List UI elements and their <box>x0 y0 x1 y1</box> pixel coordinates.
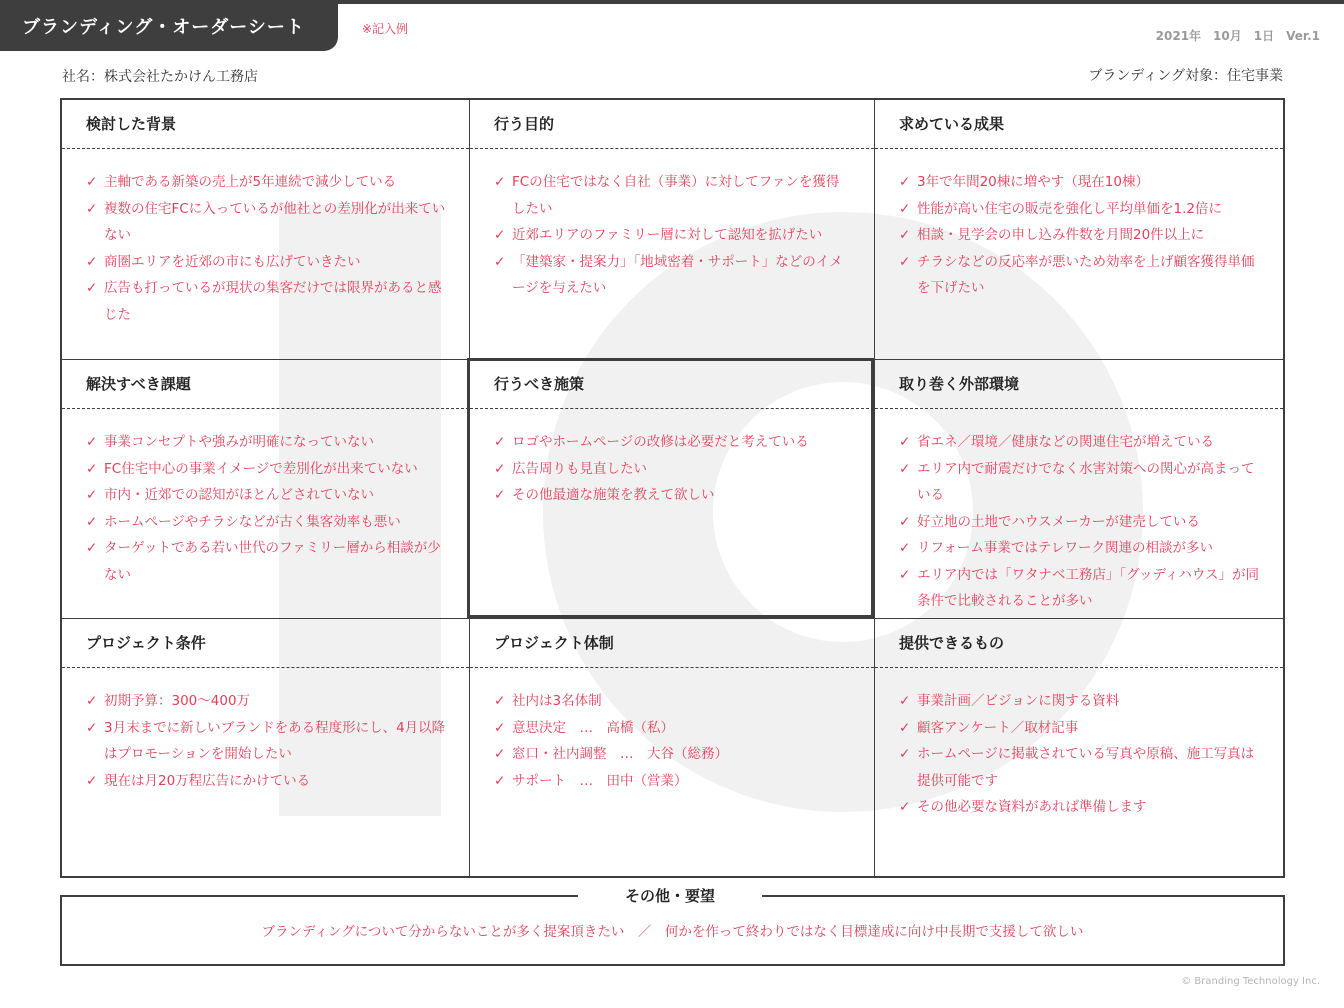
check-list-item <box>494 169 852 222</box>
check-list-item <box>899 429 1261 456</box>
check-list-text: 主軸である新築の売上が5年連続で減少している <box>104 174 397 190</box>
check-list-item <box>86 715 447 768</box>
check-list-text: サポート … 田中（営業） <box>512 772 688 789</box>
check-icon: ✓ <box>494 746 506 762</box>
check-icon: ✓ <box>899 540 911 556</box>
cell-title: プロジェクト条件 <box>62 619 469 668</box>
check-list-item <box>899 456 1261 509</box>
check-icon: ✓ <box>86 434 98 450</box>
check-icon: ✓ <box>899 227 911 243</box>
check-list-item <box>494 222 852 249</box>
check-list-text: エリア内で耐震だけでなく水害対策への関心が高まっている <box>917 460 1255 503</box>
check-list-text: ロゴやホームページの改修は必要だと考えている <box>512 434 809 450</box>
check-list-text: 事業コンセプトや強みが明確になっていない <box>104 434 374 450</box>
check-list <box>875 409 1283 615</box>
check-list-text: 窓口・社内調整 … 大谷（総務） <box>512 746 728 762</box>
check-icon: ✓ <box>899 174 911 190</box>
check-list-item <box>494 456 852 483</box>
check-list-text: FCの住宅ではなく自社（事業）に対してファンを獲得したい <box>512 174 840 217</box>
check-list-text: 広告も打っているが現状の集客だけでは限界があると感じた <box>104 280 442 323</box>
check-list-item <box>494 768 852 795</box>
cell-title: 提供できるもの <box>875 619 1283 668</box>
check-icon: ✓ <box>494 434 506 450</box>
check-list-item <box>899 794 1261 821</box>
check-list-text: エリア内では「ワタナベ工務店」「グッディハウス」が同条件で比較されることが多い <box>917 566 1259 609</box>
check-list-item <box>86 509 447 536</box>
check-icon: ✓ <box>494 487 506 503</box>
check-icon: ✓ <box>899 253 911 270</box>
check-icon: ✓ <box>899 746 911 762</box>
check-list-text: 近郊エリアのファミリー層に対して認知を拡げたい <box>512 227 823 243</box>
check-list-item <box>494 482 852 509</box>
check-list <box>62 668 469 794</box>
check-list-text: チラシなどの反応率が悪いため効率を上げ顧客獲得単価を下げたい <box>917 253 1255 296</box>
check-list-text: 「建築家・提案力」「地域密着・サポート」などのイメージを与えたい <box>512 253 843 296</box>
check-icon: ✓ <box>86 513 98 530</box>
check-list-item <box>494 249 852 302</box>
check-icon: ✓ <box>494 460 506 477</box>
cell-project-team <box>470 619 875 876</box>
check-icon: ✓ <box>86 280 98 296</box>
cell-title: 取り巻く外部環境 <box>875 360 1283 409</box>
check-list <box>62 149 469 328</box>
check-icon: ✓ <box>494 772 506 789</box>
check-list-text: 現在は月20万程広告にかけている <box>104 772 311 789</box>
cell-title: 行うべき施策 <box>470 360 874 409</box>
check-list-text: 複数の住宅FCに入っているが他社との差別化が出来ていない <box>104 200 446 243</box>
check-icon: ✓ <box>494 174 506 190</box>
check-list-item <box>899 169 1261 196</box>
check-list-item <box>899 715 1261 742</box>
check-list-text: その他最適な施策を教えて欲しい <box>512 487 715 503</box>
cell-title: プロジェクト体制 <box>470 619 874 668</box>
branding-target: ブランディング対象：住宅事業 <box>1088 68 1283 84</box>
check-list-item <box>899 741 1261 794</box>
cell-title: 解決すべき課題 <box>62 360 469 409</box>
check-list-text: その他必要な資料があれば準備します <box>917 799 1147 815</box>
cell-title: 求めている成果 <box>875 100 1283 149</box>
check-icon: ✓ <box>494 227 506 243</box>
cell-purpose <box>470 100 875 360</box>
example-note: ※記入例 <box>362 22 409 36</box>
check-list-text: 好立地の土地でハウスメーカーが建売している <box>917 513 1200 530</box>
check-list <box>470 668 874 794</box>
check-icon: ✓ <box>899 434 911 450</box>
check-icon: ✓ <box>899 513 911 530</box>
check-list <box>875 149 1283 302</box>
check-icon: ✓ <box>494 253 506 270</box>
check-list-text: ホームページやチラシなどが古く集客効率も悪い <box>104 513 401 530</box>
check-icon: ✓ <box>86 200 98 217</box>
check-list-item <box>86 169 447 196</box>
check-list-text: ホームページに掲載されている写真や原稿、施工写真は提供可能です <box>917 746 1255 789</box>
check-list-item <box>86 196 447 249</box>
check-list-item <box>86 429 447 456</box>
check-list <box>62 409 469 588</box>
check-list-item <box>899 509 1261 536</box>
check-icon: ✓ <box>899 799 911 815</box>
check-list-text: 広告周りも見直したい <box>512 460 647 477</box>
check-icon: ✓ <box>899 566 911 583</box>
check-list-item <box>86 456 447 483</box>
cell-provided-materials <box>875 619 1283 876</box>
check-list-text: 市内・近郊での認知がほとんどされていない <box>104 487 374 503</box>
check-list-text: 相談・見学会の申し込み件数を月間20件以上に <box>917 227 1205 243</box>
check-icon: ✓ <box>494 693 506 709</box>
check-list-item <box>899 562 1261 615</box>
check-list <box>875 668 1283 821</box>
check-list-text: ターゲットである若い世代のファミリー層から相談が少ない <box>104 540 441 583</box>
check-list-text: リフォーム事業ではテレワーク関連の相談が多い <box>917 540 1214 556</box>
cell-external-environment <box>875 360 1283 619</box>
check-list-text: 商圏エリアを近郊の市にも広げていきたい <box>104 253 361 270</box>
check-list-item <box>899 688 1261 715</box>
check-list-item <box>494 715 852 742</box>
cell-project-conditions <box>62 619 470 876</box>
check-list-item <box>899 249 1261 302</box>
other-requests-text: ブランディングについて分からないことが多く提案頂きたい ／ 何かを作って終わりではなく目標達成に向け中長期で支援して欲しい <box>261 924 1084 940</box>
check-list <box>470 409 874 509</box>
check-list <box>470 149 874 302</box>
check-list-item <box>494 741 852 768</box>
check-list-text: 事業計画／ビジョンに関する資料 <box>917 693 1120 709</box>
check-list-text: 性能が高い住宅の販売を強化し平均単価を1.2倍に <box>917 200 1222 217</box>
company-name: 社名：株式会社たかけん工務店 <box>62 69 258 85</box>
cell-measures <box>470 360 875 619</box>
check-icon: ✓ <box>899 200 911 217</box>
check-list-item <box>86 688 447 715</box>
cell-background <box>62 100 470 360</box>
version-date: 2021年 10月 1日 Ver.1 <box>1155 29 1320 43</box>
check-list-item <box>86 535 447 588</box>
check-list-item <box>899 535 1261 562</box>
check-list-text: 社内は3名体制 <box>512 693 602 709</box>
check-icon: ✓ <box>86 460 98 477</box>
check-list-text: FC住宅中心の事業イメージで差別化が出来ていない <box>104 460 418 477</box>
cell-desired-results <box>875 100 1283 360</box>
check-list-item <box>86 275 447 328</box>
check-icon: ✓ <box>86 174 98 190</box>
check-icon: ✓ <box>86 719 98 736</box>
check-list-item <box>86 768 447 795</box>
check-list-text: 省エネ／環境／健康などの関連住宅が増えている <box>917 434 1214 450</box>
check-icon: ✓ <box>86 540 98 556</box>
check-list-item <box>494 688 852 715</box>
check-icon: ✓ <box>494 719 506 736</box>
check-icon: ✓ <box>899 693 911 709</box>
check-list-text: 3年で年間20棟に増やす（現在10棟） <box>917 174 1149 190</box>
check-list-item <box>86 249 447 276</box>
check-icon: ✓ <box>86 487 98 503</box>
cell-issues <box>62 360 470 619</box>
cell-title: 検討した背景 <box>62 100 469 149</box>
check-icon: ✓ <box>86 693 98 709</box>
check-list-item <box>899 196 1261 223</box>
check-list-item <box>899 222 1261 249</box>
check-list-item <box>494 429 852 456</box>
check-list-text: 顧客アンケート／取材記事 <box>917 719 1079 736</box>
sheet-title: ブランディング・オーダーシート <box>22 17 305 38</box>
title-tab <box>0 0 338 51</box>
check-icon: ✓ <box>899 460 911 477</box>
check-icon: ✓ <box>86 772 98 789</box>
other-requests-label: その他・要望 <box>578 885 762 907</box>
order-grid <box>60 98 1285 878</box>
check-list-text: 3月末までに新しいブランドをある程度形にし、4月以降はプロモーションを開始したい <box>104 719 446 762</box>
cell-title: 行う目的 <box>470 100 874 149</box>
check-icon: ✓ <box>899 719 911 736</box>
copyright: © Branding Technology Inc. <box>1181 976 1320 987</box>
check-icon: ✓ <box>86 253 98 270</box>
check-list-item <box>86 482 447 509</box>
check-list-text: 初期予算：300～400万 <box>104 693 251 709</box>
check-list-text: 意思決定 … 高橋（私） <box>512 719 674 736</box>
